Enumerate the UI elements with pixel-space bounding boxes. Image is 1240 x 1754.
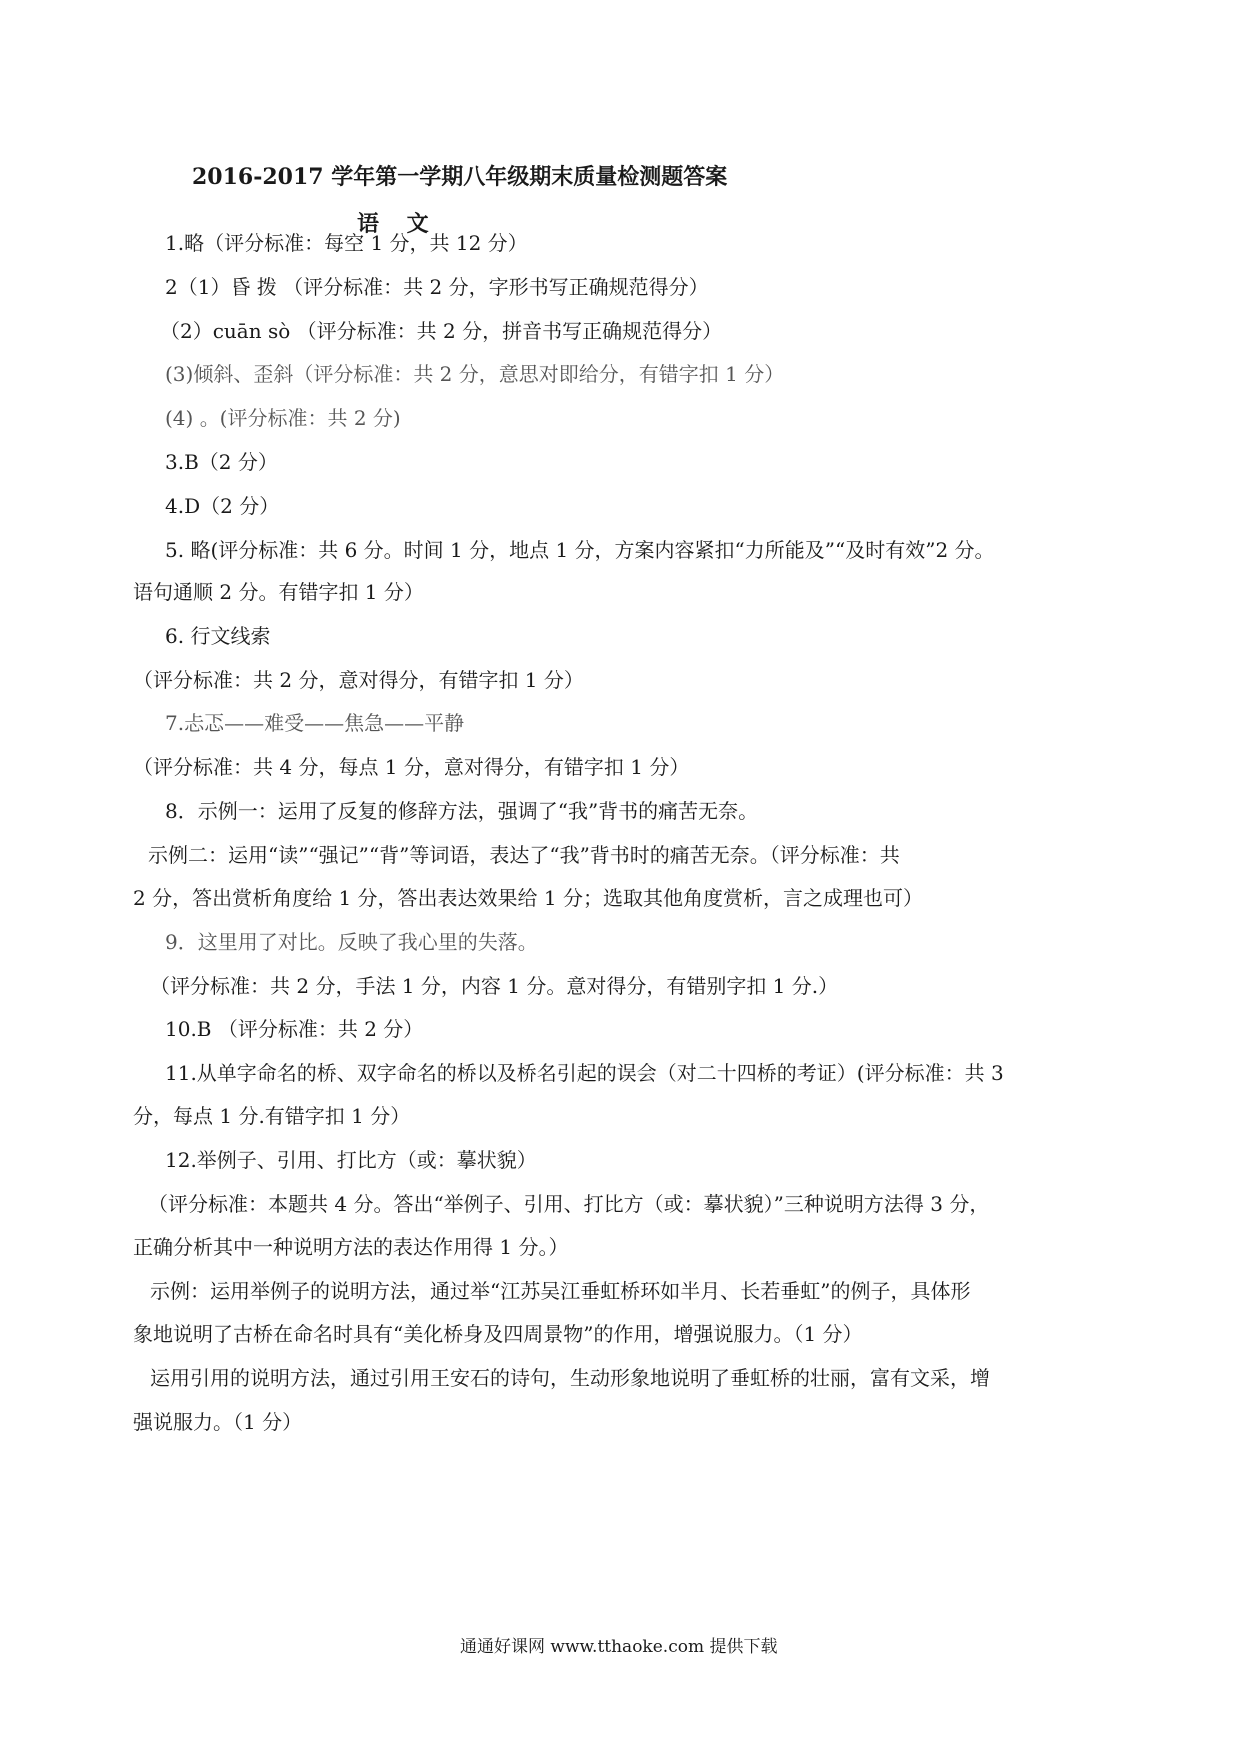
answer-line: （评分标准：共 2 分，手法 1 分，内容 1 分。意对得分，有错别字扣 1 分.） bbox=[150, 974, 839, 998]
answer-line: 8．示例一：运用了反复的修辞方法，强调了“我”背书的痛苦无奈。 bbox=[165, 799, 759, 823]
answer-line: 象地说明了古桥在命名时具有“美化桥身及四周景物”的作用，增强说服力。（1 分） bbox=[133, 1322, 863, 1346]
answer-line: 9．这里用了对比。反映了我心里的失落。 bbox=[165, 930, 538, 954]
answer-line: 运用引用的说明方法，通过引用王安石的诗句，生动形象地说明了垂虹桥的壮丽，富有文采，增 bbox=[150, 1366, 990, 1390]
answer-line: 强说服力。（1 分） bbox=[133, 1410, 303, 1434]
answer-line: 2（1）昏 拨 （评分标准：共 2 分，字形书写正确规范得分） bbox=[165, 275, 709, 299]
answer-line: 10.B （评分标准：共 2 分） bbox=[165, 1017, 424, 1041]
answer-line: 1.略（评分标准：每空 1 分，共 12 分） bbox=[165, 231, 528, 255]
doc-title: 2016-2017 学年第一学期八年级期末质量检测题答案 bbox=[192, 164, 728, 190]
subject-heading: 语 文 bbox=[357, 211, 439, 237]
answer-line: 12.举例子、引用、打比方（或：摹状貌） bbox=[165, 1148, 537, 1172]
answer-line: （2）cuān sò （评分标准：共 2 分，拼音书写正确规范得分） bbox=[160, 319, 723, 343]
footer-source: 通通好课网 www.tthaoke.com 提供下载 bbox=[460, 1637, 778, 1657]
answer-line: (4) 。(评分标准：共 2 分) bbox=[165, 406, 401, 430]
answer-line: （评分标准：共 4 分，每点 1 分，意对得分，有错字扣 1 分） bbox=[133, 755, 690, 779]
answer-line: 11.从单字命名的桥、双字命名的桥以及桥名引起的误会（对二十四桥的考证）(评分标准：共 3 bbox=[165, 1061, 1004, 1085]
answer-line: 正确分析其中一种说明方法的表达作用得 1 分。） bbox=[133, 1235, 569, 1259]
answer-line: 6. 行文线索 bbox=[165, 624, 271, 648]
answer-line: （评分标准：本题共 4 分。答出“举例子、引用、打比方（或：摹状貌）”三种说明方法得 3 分， bbox=[148, 1192, 990, 1216]
answer-line: 示例二：运用“读”“强记”“背”等词语，表达了“我”背书时的痛苦无奈。（评分标准：共 bbox=[148, 843, 900, 867]
answer-line: （评分标准：共 2 分，意对得分，有错字扣 1 分） bbox=[133, 668, 584, 692]
answer-line: 2 分，答出赏析角度给 1 分，答出表达效果给 1 分；选取其他角度赏析，言之成理也可） bbox=[133, 886, 923, 910]
answer-line: 3.B（2 分） bbox=[165, 450, 278, 474]
answer-line: 4.D（2 分） bbox=[165, 494, 280, 518]
answer-line: 语句通顺 2 分。有错字扣 1 分） bbox=[133, 580, 424, 604]
answer-line: 分，每点 1 分.有错字扣 1 分） bbox=[133, 1104, 411, 1128]
answer-line: 5. 略(评分标准：共 6 分。时间 1 分，地点 1 分，方案内容紧扣“力所能及”“及时有效”2 分。 bbox=[165, 538, 995, 562]
answer-line: 7.忐忑——难受——焦急——平静 bbox=[165, 711, 465, 735]
answer-line: (3)倾斜、歪斜（评分标准：共 2 分，意思对即给分，有错字扣 1 分） bbox=[165, 362, 785, 386]
answer-line: 示例：运用举例子的说明方法，通过举“江苏吴江垂虹桥环如半月、长若垂虹”的例子，具体形 bbox=[150, 1279, 971, 1303]
